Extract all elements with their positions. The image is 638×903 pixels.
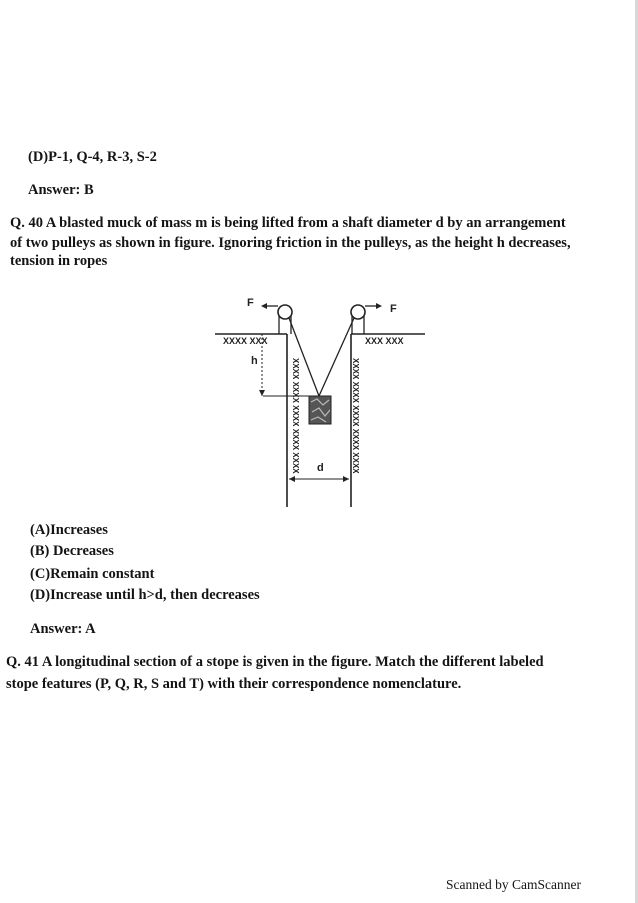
- question-41-line: stope features (P, Q, R, S and T) with their correspondence nomenclature.: [6, 676, 462, 692]
- option-b: (B) Decreases: [30, 543, 114, 559]
- height-label: h: [251, 355, 258, 367]
- question-41-line: Q. 41 A longitudinal section of a stope is given in the figure. Match the different labeled: [6, 654, 544, 670]
- pulley-right: [351, 305, 365, 319]
- rope-right: [319, 318, 354, 396]
- pulley-left: [278, 305, 292, 319]
- option-c: (C)Remain constant: [30, 566, 155, 582]
- ground-hatch: XXXX XXX: [223, 336, 268, 346]
- ground-hatch: XXX XXX: [365, 336, 404, 346]
- answer-40: Answer: A: [30, 621, 96, 637]
- previous-answer: Answer: B: [28, 182, 94, 198]
- wall-hatch-left: XXXX XXXX XXXX XXXX XXXX: [291, 358, 300, 474]
- scanner-watermark: Scanned by CamScanner: [446, 877, 581, 892]
- question-40-line: Q. 40 A blasted muck of mass m is being lifted from a shaft diameter d by an arrangement: [10, 215, 566, 231]
- wall-hatch-right: XXXX XXXX XXXX XXXX XXXX: [351, 358, 360, 474]
- force-arrow-left: [261, 303, 267, 309]
- question-40: [10, 214, 632, 270]
- option-a: (A)Increases: [30, 522, 108, 538]
- diameter-label: d: [317, 462, 324, 474]
- force-label-right: F: [390, 303, 397, 315]
- question-40-line: tension in ropes: [10, 253, 108, 269]
- previous-answer-option: (D)P-1, Q-4, R-3, S-2: [28, 149, 157, 165]
- option-d: (D)Increase until h>d, then decreases: [30, 587, 260, 603]
- question-41: [6, 653, 628, 693]
- pulley-shaft-figure: [205, 292, 435, 514]
- force-arrow-right: [376, 303, 382, 309]
- question-40-line: of two pulleys as shown in figure. Ignoring friction in the pulleys, as the height h decreases,: [10, 235, 571, 251]
- force-label-left: F: [247, 297, 254, 309]
